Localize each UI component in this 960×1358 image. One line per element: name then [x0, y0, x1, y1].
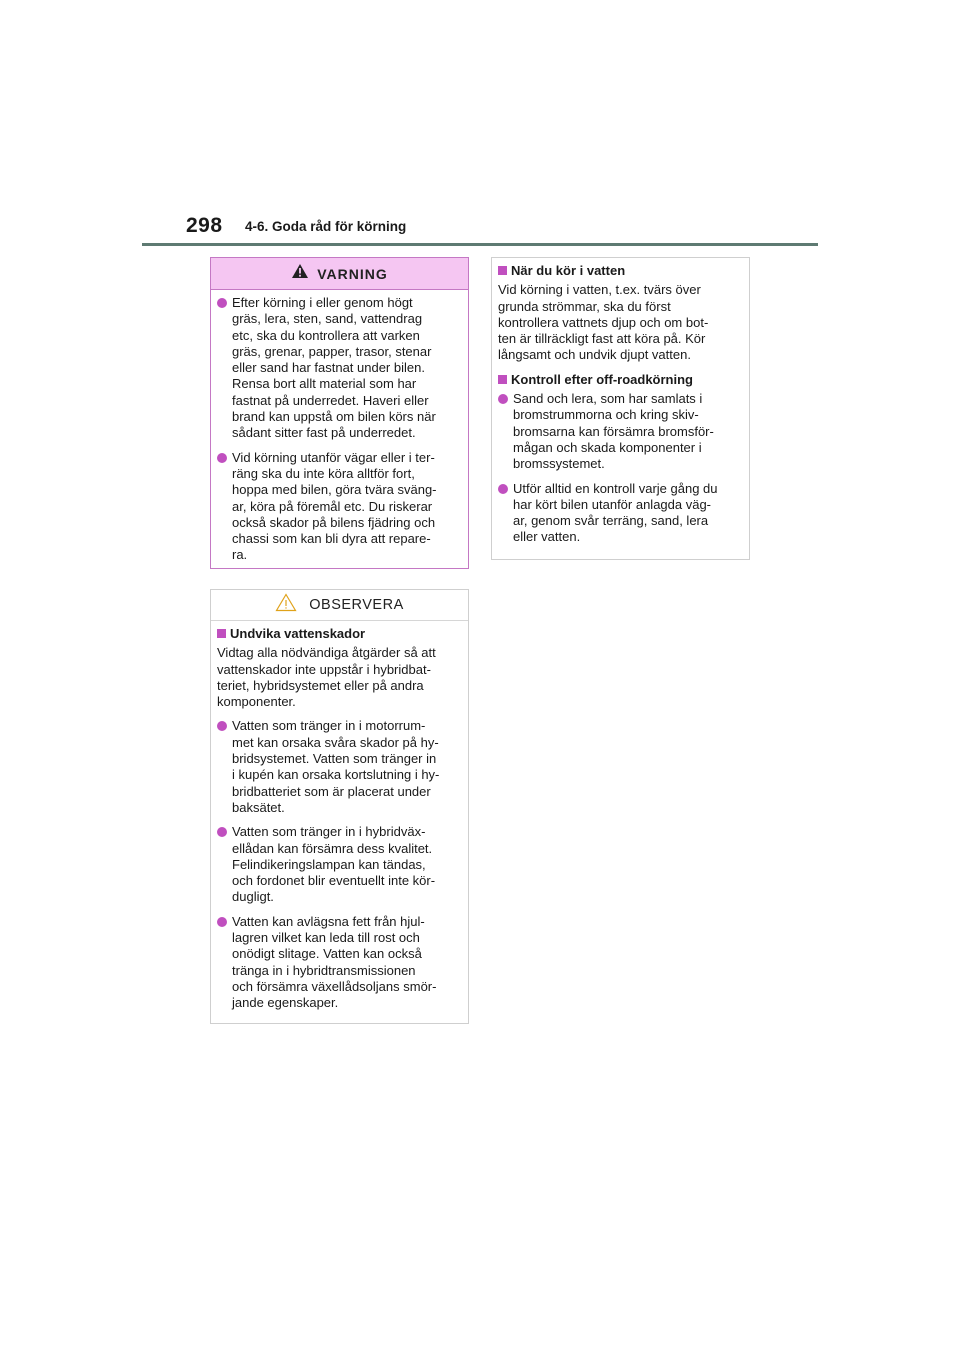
- text-line: etc, ska du kontrollera att varken: [232, 327, 420, 343]
- bullet-icon: [217, 827, 227, 837]
- warning-triangle-icon: [291, 263, 309, 284]
- paragraph: [217, 645, 463, 710]
- text-line: fastnat på underredet. Haveri eller: [232, 392, 429, 408]
- text-line: Vid körning utanför vägar eller i ter-: [232, 449, 435, 465]
- text-line: ar, köra på föremål etc. Du riskerar: [232, 498, 433, 514]
- text-line: Utför alltid en kontroll varje gång du: [513, 480, 718, 496]
- paragraph: [498, 282, 744, 363]
- text-line: chassi som kan bli dyra att repare-: [232, 531, 431, 547]
- caution-triangle-icon: [275, 593, 297, 617]
- list-item: [498, 391, 744, 472]
- text-line: mågan och skada komponenter i: [513, 439, 702, 455]
- square-bullet-icon: [217, 629, 226, 638]
- text-line: gräs, grenar, papper, trasor, stenar: [232, 343, 432, 359]
- text-line: ar, genom svår terräng, sand, lera: [513, 513, 709, 529]
- subheading-text: Undvika vattenskador: [230, 626, 366, 641]
- bullet-icon: [217, 917, 227, 927]
- text-line: och försämra växellådsoljans smör-: [232, 978, 437, 994]
- list-item: [498, 481, 744, 546]
- subheading: [217, 626, 463, 642]
- text-line: jande egenskaper.: [232, 995, 339, 1011]
- text-line: eller sand har fastnat under bilen.: [232, 360, 425, 376]
- caution-header: [211, 590, 468, 621]
- text-line: komponenter.: [217, 694, 296, 710]
- subheading-text: När du kör i vatten: [511, 263, 626, 278]
- text-line: Felindikeringslampan kan tändas,: [232, 856, 426, 872]
- text-line: ellådan kan försämra dess kvalitet.: [232, 840, 433, 856]
- text-line: brand kan uppstå om bilen körs när: [232, 409, 436, 425]
- text-line: räng ska du inte köra alltför fort,: [232, 465, 415, 481]
- bullet-icon: [498, 394, 508, 404]
- text-line: har kört bilen utanför anlagda väg-: [513, 496, 712, 512]
- text-line: bridbatteriet som är placerat under: [232, 783, 431, 799]
- subheading: [498, 372, 744, 388]
- text-line: Sand och lera, som har samlats i: [513, 391, 703, 407]
- caution-title: OBSERVERA: [309, 597, 404, 613]
- warning-box: [210, 257, 469, 569]
- header-rule: [142, 243, 818, 246]
- square-bullet-icon: [498, 266, 507, 275]
- caution-box: [210, 589, 469, 1024]
- text-line: eller vatten.: [513, 529, 581, 545]
- list-item: [217, 914, 463, 1012]
- text-line: vattenskador inte uppstår i hybridbat-: [217, 661, 431, 677]
- text-line: bromstrummorna och kring skiv-: [513, 407, 699, 423]
- text-line: bromssystemet.: [513, 456, 605, 472]
- text-line: kontrollera vattnets djup och om bot-: [498, 314, 709, 330]
- text-line: Vidtag alla nödvändiga åtgärder så att: [217, 645, 436, 661]
- text-line: Efter körning i eller genom högt: [232, 295, 413, 310]
- text-line: lagren vilket kan leda till rost och: [232, 930, 420, 946]
- text-line: met kan orsaka svåra skador på hy-: [232, 734, 439, 750]
- subheading-text: Kontroll efter off-roadkörning: [511, 371, 693, 387]
- bullet-icon: [498, 484, 508, 494]
- info-box: [491, 257, 750, 560]
- list-item: [217, 450, 463, 564]
- text-line: Vatten kan avlägsna fett från hjul-: [232, 913, 425, 929]
- text-line: gräs, lera, sten, sand, vattendrag: [232, 311, 423, 327]
- text-line: bromsarna kan försämra bromsför-: [513, 423, 714, 439]
- text-line: grunda strömmar, ska du först: [498, 298, 671, 314]
- text-line: teriet, hybridsystemet eller på andra: [217, 677, 424, 693]
- list-item: [217, 295, 463, 442]
- text-line: Rensa bort allt material som har: [232, 376, 417, 392]
- square-bullet-icon: [498, 375, 507, 384]
- text-line: i kupén kan orsaka kortslutning i hy-: [232, 767, 440, 783]
- warning-title: VARNING: [317, 265, 388, 282]
- subheading: [498, 263, 744, 279]
- text-line: ra.: [232, 547, 248, 563]
- text-line: och fordonet blir eventuellt inte kör-: [232, 873, 436, 889]
- text-line: Vatten som tränger in i hybridväx-: [232, 824, 426, 840]
- text-line: dugligt.: [232, 889, 274, 905]
- text-line: tränga in i hybridtransmissionen: [232, 962, 416, 978]
- text-line: långsamt och undvik djupt vatten.: [498, 347, 691, 363]
- bullet-icon: [217, 453, 227, 463]
- text-line: Vid körning i vatten, t.ex. tvärs över: [498, 282, 701, 298]
- text-line: sådant sitter fast på underredet.: [232, 425, 416, 441]
- text-line: Vatten som tränger in i motorrum-: [232, 718, 426, 734]
- text-line: ten är tillräckligt fast att köra på. Kör: [498, 331, 706, 347]
- text-line: bridsystemet. Vatten som tränger in: [232, 751, 437, 767]
- list-item: [217, 824, 463, 905]
- warning-header: [211, 258, 468, 290]
- bullet-icon: [217, 721, 227, 731]
- text-line: också skador på bilens fjädring och: [232, 514, 436, 530]
- section-title: 4-6. Goda råd för körning: [245, 219, 407, 234]
- text-line: baksätet.: [232, 799, 285, 815]
- page-number: 298: [186, 214, 223, 237]
- text-line: hoppa med bilen, göra tvära sväng-: [232, 482, 437, 498]
- text-line: onödigt slitage. Vatten kan också: [232, 946, 422, 962]
- list-item: [217, 718, 463, 816]
- bullet-icon: [217, 298, 227, 308]
